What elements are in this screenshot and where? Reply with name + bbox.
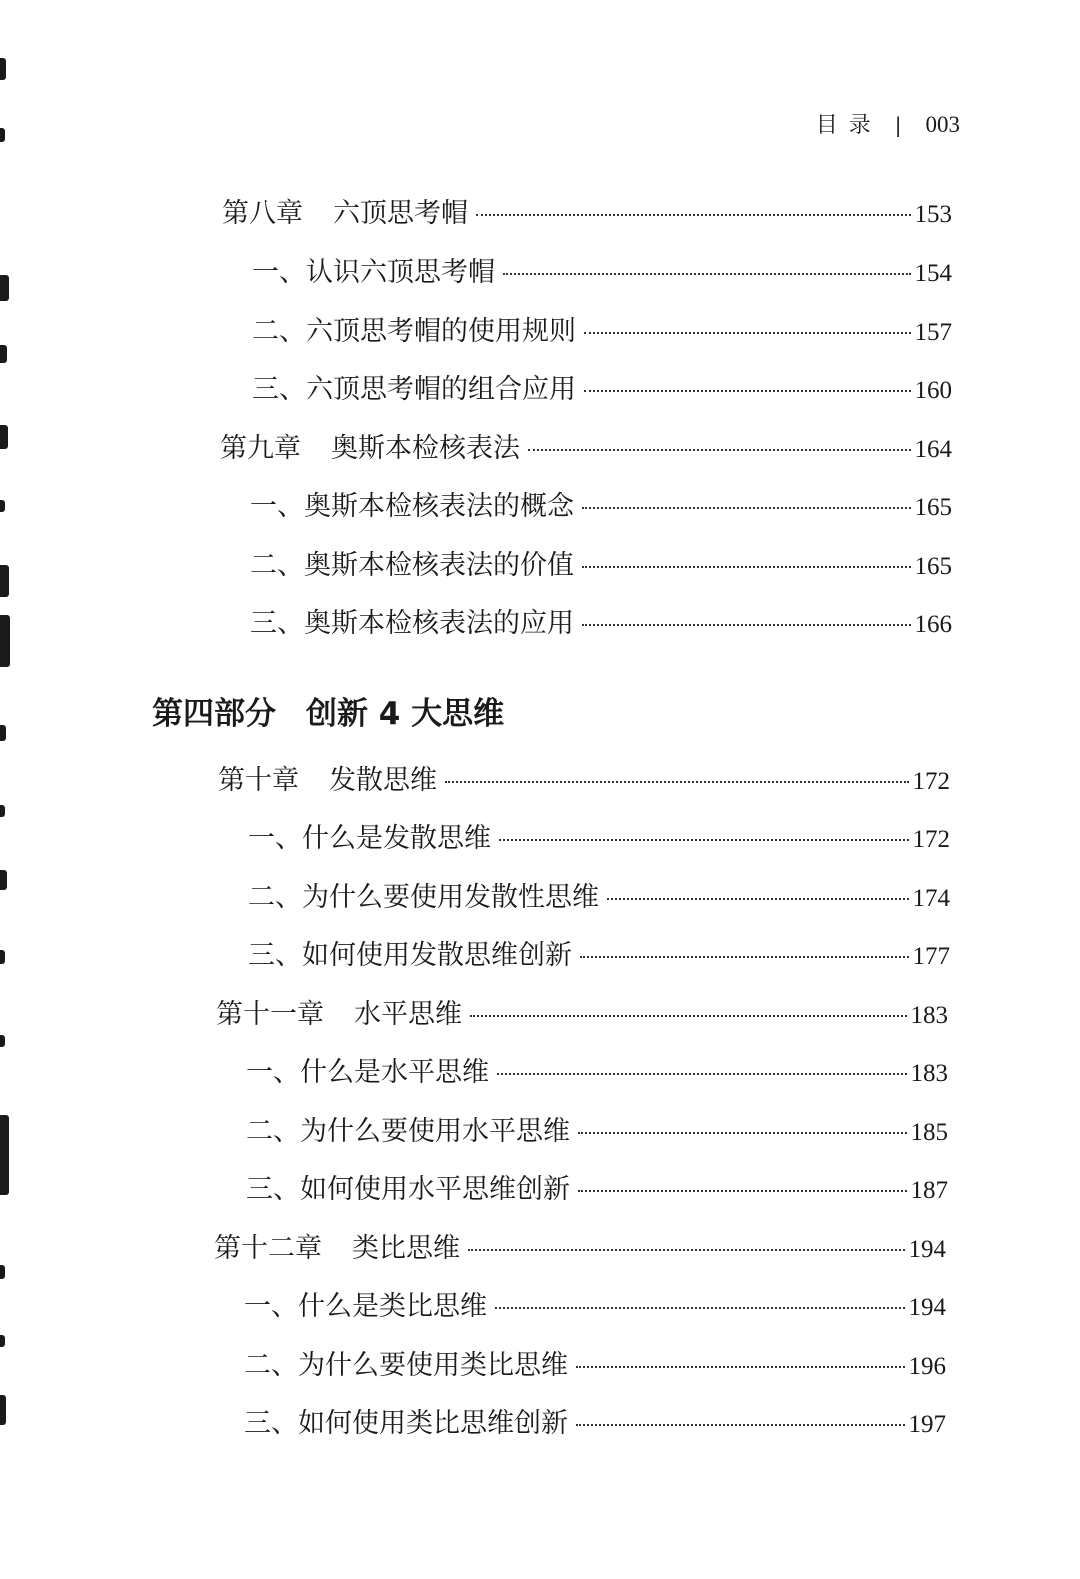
scan-mark (0, 1335, 5, 1347)
toc-section[interactable] (244, 1284, 946, 1324)
chapter-number: 第十章 (218, 765, 299, 796)
toc-page-number: 197 (908, 1411, 946, 1438)
toc-section-label: 三、如何使用水平思维创新 (246, 1174, 570, 1205)
toc-chapter-label (216, 992, 462, 1031)
toc-section-label: 一、什么是水平思维 (246, 1057, 489, 1088)
scan-mark (0, 128, 5, 142)
toc-page-number: 153 (914, 201, 952, 228)
toc-chapter-label (220, 426, 520, 465)
running-head-separator: | (894, 113, 904, 137)
dot-leader (445, 781, 909, 783)
scan-mark (0, 345, 7, 363)
dot-leader (476, 214, 911, 216)
scan-mark (0, 950, 5, 964)
toc-page-number: 154 (914, 260, 952, 287)
toc-page-number: 165 (914, 553, 952, 580)
toc-section-label: 二、六顶思考帽的使用规则 (252, 316, 576, 347)
running-head-page-number: 003 (925, 112, 960, 137)
toc-chapter-8[interactable] (222, 191, 952, 231)
toc-section-label: 三、奥斯本检核表法的应用 (250, 608, 574, 639)
toc-section[interactable] (252, 309, 952, 349)
toc-page-number: 196 (908, 1353, 946, 1380)
toc-chapter-label (214, 1226, 460, 1265)
toc-page-number: 185 (910, 1119, 948, 1146)
toc-page-number: 194 (908, 1294, 946, 1321)
chapter-title: 六顶思考帽 (333, 198, 468, 229)
toc-page-number: 174 (912, 885, 950, 912)
toc-chapter-label (222, 191, 468, 230)
scan-mark (0, 565, 9, 597)
part-title-text: 创新 4 大思维 (306, 696, 505, 732)
toc-chapter-11[interactable] (216, 992, 948, 1032)
toc-page-number: 187 (910, 1177, 948, 1204)
chapter-title: 类比思维 (352, 1233, 460, 1264)
toc-section-label: 一、认识六顶思考帽 (252, 257, 495, 288)
dot-leader (495, 1307, 905, 1309)
dot-leader (582, 624, 911, 626)
scan-mark (0, 1115, 9, 1195)
chapter-title: 水平思维 (354, 999, 462, 1030)
toc-page-number: 177 (912, 943, 950, 970)
toc-section[interactable] (246, 1109, 948, 1149)
scan-mark (0, 275, 9, 301)
scan-mark (0, 1035, 5, 1047)
toc-section-label: 一、奥斯本检核表法的概念 (250, 491, 574, 522)
toc-section[interactable] (250, 543, 952, 583)
running-head (816, 108, 960, 139)
toc-section-label: 二、奥斯本检核表法的价值 (250, 550, 574, 581)
part-heading[interactable] (152, 688, 504, 733)
toc-section[interactable] (244, 1401, 946, 1441)
scan-mark (0, 805, 5, 817)
toc-section-label: 二、为什么要使用类比思维 (244, 1350, 568, 1381)
chapter-number: 第八章 (222, 198, 303, 229)
dot-leader (497, 1073, 907, 1075)
dot-leader (578, 1132, 907, 1134)
toc-section-label: 二、为什么要使用水平思维 (246, 1116, 570, 1147)
dot-leader (576, 1366, 905, 1368)
toc-section[interactable] (248, 933, 950, 973)
toc-page-number: 165 (914, 494, 952, 521)
toc-page-number: 160 (914, 377, 952, 404)
dot-leader (582, 566, 911, 568)
chapter-number: 第十一章 (216, 999, 324, 1030)
dot-leader (470, 1015, 907, 1017)
toc-chapter-10[interactable] (218, 758, 950, 798)
running-head-section: 目 录 (815, 113, 873, 138)
toc-page-number: 157 (914, 319, 952, 346)
part-number: 第四部分 (152, 696, 276, 732)
toc-section-label: 一、什么是类比思维 (244, 1291, 487, 1322)
scan-mark (0, 1395, 6, 1425)
scan-mark (0, 1265, 5, 1279)
toc-section[interactable] (248, 816, 950, 856)
toc-page-number: 172 (912, 826, 950, 853)
toc-section-label: 三、六顶思考帽的组合应用 (252, 374, 576, 405)
dot-leader (580, 956, 909, 958)
toc-section[interactable] (248, 875, 950, 915)
scan-mark (0, 725, 6, 741)
toc-section-label: 二、为什么要使用发散性思维 (248, 882, 599, 913)
dot-leader (499, 839, 909, 841)
toc-section[interactable] (246, 1050, 948, 1090)
toc-section[interactable] (250, 601, 952, 641)
toc-chapter-12[interactable] (214, 1226, 946, 1266)
dot-leader (584, 332, 911, 334)
scan-mark (0, 425, 8, 449)
toc-section-label: 三、如何使用类比思维创新 (244, 1408, 568, 1439)
scan-mark (0, 615, 10, 667)
dot-leader (578, 1190, 907, 1192)
toc-section-label: 三、如何使用发散思维创新 (248, 940, 572, 971)
toc-section[interactable] (252, 367, 952, 407)
toc-chapter-label (218, 758, 437, 797)
chapter-title: 发散思维 (329, 765, 437, 796)
chapter-number: 第九章 (220, 433, 301, 464)
toc-page-number: 164 (914, 436, 952, 463)
toc-page-number: 183 (910, 1002, 948, 1029)
chapter-title: 奥斯本检核表法 (331, 433, 520, 464)
toc-section[interactable] (252, 250, 952, 290)
scan-mark (0, 500, 5, 512)
toc-section-label: 一、什么是发散思维 (248, 823, 491, 854)
dot-leader (503, 273, 911, 275)
toc-section[interactable] (246, 1167, 948, 1207)
dot-leader (582, 507, 911, 509)
scan-binding-edge (0, 0, 14, 1579)
dot-leader (528, 449, 911, 451)
dot-leader (468, 1249, 905, 1251)
toc-page-number: 183 (910, 1060, 948, 1087)
dot-leader (576, 1424, 905, 1426)
toc-page-number: 172 (912, 768, 950, 795)
toc-section[interactable] (244, 1343, 946, 1383)
toc-section[interactable] (250, 484, 952, 524)
toc-page-number: 166 (914, 611, 952, 638)
toc-page-number: 194 (908, 1236, 946, 1263)
toc-chapter-9[interactable] (220, 426, 952, 466)
dot-leader (584, 390, 911, 392)
dot-leader (607, 898, 909, 900)
chapter-number: 第十二章 (214, 1233, 322, 1264)
scan-mark (0, 870, 7, 890)
scan-mark (0, 58, 6, 80)
